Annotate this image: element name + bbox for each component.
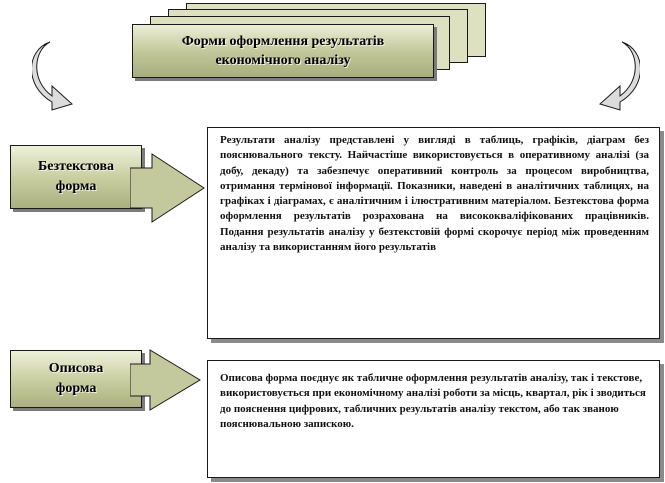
form-textless-label-line2: форма (55, 179, 97, 194)
form-descriptive-label-line1: Описова (48, 361, 104, 376)
header-title-line2: економічного аналізу (215, 53, 351, 68)
form-descriptive-arrow-icon (130, 348, 210, 412)
form-descriptive-label-line2: форма (55, 381, 97, 396)
left-curved-arrow-icon (32, 40, 82, 112)
form-textless-label-line1: Безтекстова (37, 159, 115, 174)
header-title-box (132, 24, 434, 78)
form-textless-description-box (207, 127, 660, 339)
form-textless-description: Результати аналізу представлені у вигляді в таблиць, графіків, діаграм без пояснювального тексту. Найчастіше використовується в оперативному аналізі (за добу, декаду) та забезпечує оперативний контроль за процесом виробництва, отримання термінової інформації. Показники, наведені в аналітичних таблицях, на графіках і діаграмах, є аналітичним і ілюстративним матеріалом. Безтекстова форма оформлення результатів розрахована на висококваліфікованих працівників. Подання результатів аналізу у безтекстовій формі скорочує період між проведенням аналізу та використанням його результатів (220, 134, 649, 254)
form-textless-arrow-icon (130, 150, 210, 230)
form-descriptive-description-box (207, 360, 660, 478)
form-descriptive-label (10, 350, 142, 408)
form-descriptive-description: Описова форма поєднує як табличне оформлення результатів аналізу, так і текстове, використовується при економічному аналізі роботи за місць, квартал, рік і зводиться до пояснення цифрових, табличних результатів аналізу текстом, або так званою пояснювальною запискою. (220, 372, 646, 430)
header-title-line1: Форми оформлення результатів (181, 34, 385, 49)
form-textless-label (10, 145, 142, 209)
right-curved-arrow-icon (590, 40, 640, 112)
